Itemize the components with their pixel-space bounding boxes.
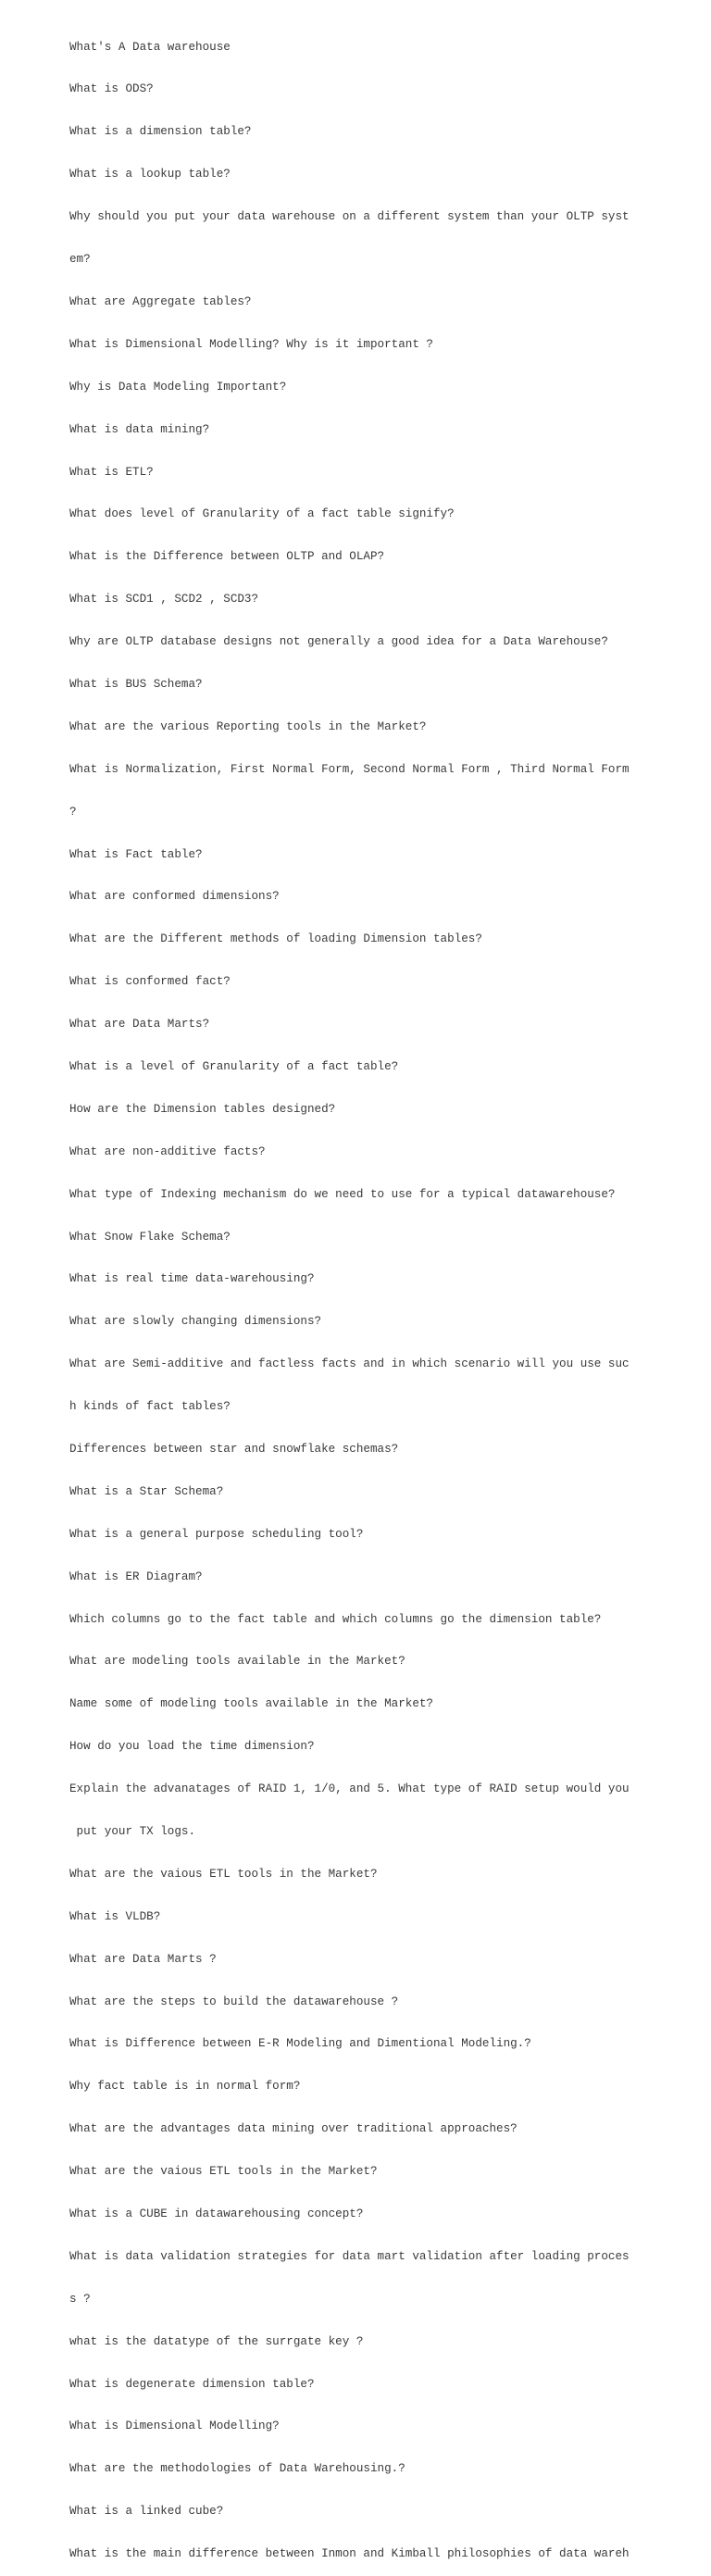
text-line: What is ER Diagram?: [69, 1569, 203, 1583]
text-line: What are the various Reporting tools in the Market?: [69, 719, 427, 733]
text-line: What are the methodologies of Data Warehousing.?: [69, 2462, 405, 2476]
text-line: put your TX logs.: [69, 1825, 196, 1838]
text-line: What's A Data warehouse: [69, 40, 231, 54]
text-line: What is BUS Schema?: [69, 677, 203, 691]
text-line: What is VLDB?: [69, 1909, 161, 1923]
text-line: What is Dimensional Modelling? Why is it important ?: [69, 337, 433, 351]
text-line: Why are OLTP database designs not generally a good idea for a Data Warehouse?: [69, 635, 608, 649]
document-body: [69, 12, 643, 2576]
text-line: Why should you put your data warehouse on a different system than your OLTP syst: [69, 210, 630, 224]
text-line: What is the Difference between OLTP and OLAP?: [69, 550, 385, 564]
text-line: What are the vaious ETL tools in the Market?: [69, 1867, 378, 1881]
text-line: What is a Star Schema?: [69, 1484, 224, 1498]
text-line: What is ETL?: [69, 465, 154, 479]
text-line: what is the datatype of the surrgate key ?: [69, 2334, 364, 2348]
text-line: What is a CUBE in datawarehousing concept?: [69, 2207, 364, 2221]
text-line: Why fact table is in normal form?: [69, 2080, 301, 2094]
text-line: What are modeling tools available in the Market?: [69, 1655, 405, 1669]
text-line: What is Fact table?: [69, 847, 203, 861]
text-line: What type of Indexing mechanism do we need to use for a typical datawarehouse?: [69, 1187, 616, 1201]
text-line: What is a level of Granularity of a fact table?: [69, 1059, 399, 1073]
text-line: What are the Different methods of loading Dimension tables?: [69, 932, 482, 946]
text-line: How do you load the time dimension?: [69, 1740, 315, 1754]
text-line: s ?: [69, 2292, 91, 2306]
text-line: What are non-additive facts?: [69, 1144, 266, 1158]
text-line: What is SCD1 , SCD2 , SCD3?: [69, 593, 259, 606]
text-line: What are Aggregate tables?: [69, 294, 252, 308]
text-line: What are slowly changing dimensions?: [69, 1315, 322, 1329]
text-line: h kinds of fact tables?: [69, 1400, 231, 1414]
text-line: What is a dimension table?: [69, 125, 252, 139]
text-line: What Snow Flake Schema?: [69, 1230, 231, 1244]
text-line: What is degenerate dimension table?: [69, 2377, 315, 2391]
text-line: What are Data Marts?: [69, 1018, 210, 1032]
text-line: What are the advantages data mining over traditional approaches?: [69, 2122, 518, 2136]
text-line: What is data validation strategies for data mart validation after loading proces: [69, 2249, 630, 2263]
text-line: What is Dimensional Modelling?: [69, 2420, 280, 2433]
text-line: What is ODS?: [69, 82, 154, 96]
text-line: What is a lookup table?: [69, 168, 231, 181]
text-line: What does level of Granularity of a fact table signify?: [69, 507, 455, 521]
text-line: ?: [69, 805, 77, 819]
text-line: What are Semi-additive and factless facts and in which scenario will you use suc: [69, 1357, 630, 1371]
text-line: What is a linked cube?: [69, 2505, 224, 2519]
text-line: What is Normalization, First Normal Form, Second Normal Form , Third Normal Form: [69, 762, 630, 776]
text-line: Why is Data Modeling Important?: [69, 380, 287, 394]
text-line: Differences between star and snowflake schemas?: [69, 1442, 399, 1456]
text-line: What is Difference between E-R Modeling and Dimentional Modeling.?: [69, 2037, 531, 2051]
text-line: What is data mining?: [69, 422, 210, 436]
text-line: Which columns go to the fact table and which columns go the dimension table?: [69, 1612, 602, 1626]
text-line: What are Data Marts ?: [69, 1952, 217, 1966]
text-line: What is real time data-warehousing?: [69, 1272, 315, 1286]
text-line: Explain the advanatages of RAID 1, 1/0, and 5. What type of RAID setup would you: [69, 1782, 630, 1796]
text-line: What is the main difference between Inmon and Kimball philosophies of data wareh: [69, 2547, 630, 2561]
text-line: How are the Dimension tables designed?: [69, 1102, 336, 1116]
text-line: What are the steps to build the datawarehouse ?: [69, 1995, 399, 2008]
text-line: What is conformed fact?: [69, 975, 231, 989]
text-line: Name some of modeling tools available in the Market?: [69, 1697, 433, 1711]
text-line: em?: [69, 253, 91, 267]
text-line: What are conformed dimensions?: [69, 890, 280, 904]
text-line: What are the vaious ETL tools in the Market?: [69, 2165, 378, 2179]
text-line: What is a general purpose scheduling tool?: [69, 1527, 364, 1541]
